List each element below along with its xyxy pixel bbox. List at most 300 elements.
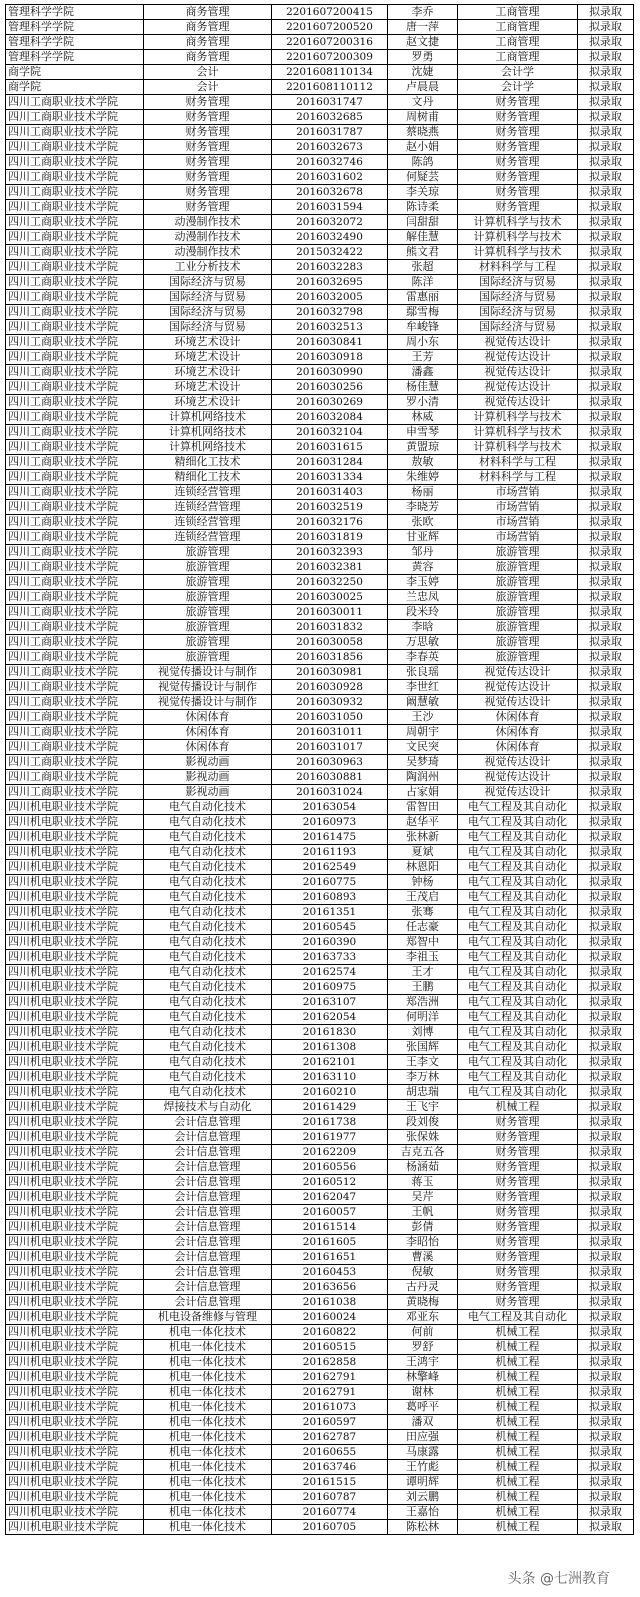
student-id-cell: 2016031024 (272, 785, 388, 800)
school-cell: 四川机电职业技术学院 (6, 875, 144, 890)
target-major-cell: 电气工程及其自动化 (458, 1010, 578, 1025)
school-cell: 商学院 (6, 65, 144, 80)
table-row (6, 920, 634, 935)
table-row (6, 1415, 634, 1430)
student-id-cell: 20161073 (272, 1400, 388, 1415)
student-id-cell: 2016032176 (272, 515, 388, 530)
school-cell: 四川工商职业技术学院 (6, 440, 144, 455)
source-major-cell: 电气自动化技术 (144, 845, 272, 860)
table-row (6, 1220, 634, 1235)
target-major-cell: 财务管理 (458, 185, 578, 200)
school-cell: 四川机电职业技术学院 (6, 1160, 144, 1175)
name-cell: 王李文 (388, 1055, 458, 1070)
table-row (6, 1130, 634, 1145)
target-major-cell: 休闲体育 (458, 740, 578, 755)
name-cell: 何前 (388, 1325, 458, 1340)
source-major-cell: 旅游管理 (144, 650, 272, 665)
target-major-cell: 电气工程及其自动化 (458, 920, 578, 935)
status-cell: 拟录取 (578, 1295, 634, 1310)
source-major-cell: 机电一体化技术 (144, 1355, 272, 1370)
school-cell: 四川工商职业技术学院 (6, 320, 144, 335)
name-cell: 罗舒 (388, 1340, 458, 1355)
source-major-cell: 视觉传播设计与制作 (144, 665, 272, 680)
name-cell: 黄晓梅 (388, 1295, 458, 1310)
name-cell: 李春英 (388, 650, 458, 665)
school-cell: 四川工商职业技术学院 (6, 185, 144, 200)
name-cell: 朱维婷 (388, 470, 458, 485)
status-cell: 拟录取 (578, 485, 634, 500)
student-id-cell: 20161977 (272, 1130, 388, 1145)
name-cell: 占家娟 (388, 785, 458, 800)
table-row (6, 1385, 634, 1400)
student-id-cell: 20161738 (272, 1115, 388, 1130)
table-row (6, 1235, 634, 1250)
school-cell: 四川工商职业技术学院 (6, 335, 144, 350)
school-cell: 四川机电职业技术学院 (6, 860, 144, 875)
table-row (6, 665, 634, 680)
student-id-cell: 2016032084 (272, 410, 388, 425)
status-cell: 拟录取 (578, 1445, 634, 1460)
source-major-cell: 电气自动化技术 (144, 905, 272, 920)
source-major-cell: 电气自动化技术 (144, 950, 272, 965)
school-cell: 四川机电职业技术学院 (6, 905, 144, 920)
status-cell: 拟录取 (578, 995, 634, 1010)
name-cell: 李晓芳 (388, 500, 458, 515)
source-major-cell: 电气自动化技术 (144, 995, 272, 1010)
school-cell: 管理科学学院 (6, 20, 144, 35)
target-major-cell: 机械工程 (458, 1340, 578, 1355)
source-major-cell: 机电一体化技术 (144, 1460, 272, 1475)
name-cell: 沈婕 (388, 65, 458, 80)
student-id-cell: 2016031819 (272, 530, 388, 545)
student-id-cell: 2016031787 (272, 125, 388, 140)
table-row (6, 5, 634, 20)
student-id-cell: 20161038 (272, 1295, 388, 1310)
student-id-cell: 20161830 (272, 1025, 388, 1040)
student-id-cell: 2016032519 (272, 500, 388, 515)
source-major-cell: 环境艺术设计 (144, 335, 272, 350)
target-major-cell: 旅游管理 (458, 575, 578, 590)
status-cell: 拟录取 (578, 275, 634, 290)
name-cell: 郑浩洲 (388, 995, 458, 1010)
target-major-cell: 财务管理 (458, 1295, 578, 1310)
student-id-cell: 2016032695 (272, 275, 388, 290)
table-row (6, 1145, 634, 1160)
target-major-cell: 机械工程 (458, 1415, 578, 1430)
source-major-cell: 休闲体育 (144, 725, 272, 740)
table-row (6, 1070, 634, 1085)
school-cell: 四川机电职业技术学院 (6, 1010, 144, 1025)
table-row (6, 1010, 634, 1025)
target-major-cell: 视觉传达设计 (458, 365, 578, 380)
source-major-cell: 会计信息管理 (144, 1220, 272, 1235)
student-id-cell: 20160893 (272, 890, 388, 905)
source-major-cell: 视觉传播设计与制作 (144, 695, 272, 710)
school-cell: 四川机电职业技术学院 (6, 815, 144, 830)
status-cell: 拟录取 (578, 1490, 634, 1505)
source-major-cell: 动漫制作技术 (144, 215, 272, 230)
student-id-cell: 20161308 (272, 1040, 388, 1055)
source-major-cell: 商务管理 (144, 20, 272, 35)
student-id-cell: 2016032393 (272, 545, 388, 560)
table-row (6, 1400, 634, 1415)
status-cell: 拟录取 (578, 410, 634, 425)
source-major-cell: 商务管理 (144, 35, 272, 50)
status-cell: 拟录取 (578, 620, 634, 635)
target-major-cell: 国际经济与贸易 (458, 290, 578, 305)
student-id-cell: 2016032673 (272, 140, 388, 155)
name-cell: 田应强 (388, 1430, 458, 1445)
target-major-cell: 电气工程及其自动化 (458, 1085, 578, 1100)
student-id-cell: 20161351 (272, 905, 388, 920)
school-cell: 四川工商职业技术学院 (6, 125, 144, 140)
name-cell: 王才 (388, 965, 458, 980)
target-major-cell: 计算机科学与技术 (458, 215, 578, 230)
status-cell: 拟录取 (578, 1325, 634, 1340)
school-cell: 四川工商职业技术学院 (6, 545, 144, 560)
school-cell: 四川机电职业技术学院 (6, 965, 144, 980)
status-cell: 拟录取 (578, 650, 634, 665)
school-cell: 四川机电职业技术学院 (6, 1175, 144, 1190)
name-cell: 谭明辉 (388, 1475, 458, 1490)
name-cell: 彭倩 (388, 1220, 458, 1235)
table-row (6, 215, 634, 230)
source-major-cell: 电气自动化技术 (144, 890, 272, 905)
table-row (6, 815, 634, 830)
status-cell: 拟录取 (578, 365, 634, 380)
school-cell: 四川机电职业技术学院 (6, 1325, 144, 1340)
table-row (6, 425, 634, 440)
name-cell: 罗小清 (388, 395, 458, 410)
school-cell: 四川工商职业技术学院 (6, 605, 144, 620)
target-major-cell: 国际经济与贸易 (458, 275, 578, 290)
name-cell: 李世红 (388, 680, 458, 695)
table-row (6, 1040, 634, 1055)
school-cell: 四川机电职业技术学院 (6, 1280, 144, 1295)
student-id-cell: 20161605 (272, 1235, 388, 1250)
target-major-cell: 电气工程及其自动化 (458, 995, 578, 1010)
school-cell: 四川工商职业技术学院 (6, 455, 144, 470)
status-cell: 拟录取 (578, 1310, 634, 1325)
student-id-cell: 2016031832 (272, 620, 388, 635)
status-cell: 拟录取 (578, 785, 634, 800)
name-cell: 解佳慧 (388, 230, 458, 245)
status-cell: 拟录取 (578, 1460, 634, 1475)
status-cell: 拟录取 (578, 155, 634, 170)
student-id-cell: 20161515 (272, 1475, 388, 1490)
student-id-cell: 2016030841 (272, 335, 388, 350)
table-row (6, 380, 634, 395)
target-major-cell: 视觉传达设计 (458, 785, 578, 800)
school-cell: 四川工商职业技术学院 (6, 95, 144, 110)
school-cell: 四川机电职业技术学院 (6, 1370, 144, 1385)
status-cell: 拟录取 (578, 815, 634, 830)
status-cell: 拟录取 (578, 575, 634, 590)
name-cell: 卢晨晨 (388, 80, 458, 95)
school-cell: 四川机电职业技术学院 (6, 1085, 144, 1100)
status-cell: 拟录取 (578, 680, 634, 695)
source-major-cell: 电气自动化技术 (144, 830, 272, 845)
student-id-cell: 2016032798 (272, 305, 388, 320)
target-major-cell: 计算机科学与技术 (458, 230, 578, 245)
table-row (6, 1370, 634, 1385)
name-cell: 张欧 (388, 515, 458, 530)
table-row (6, 395, 634, 410)
name-cell: 何疑芸 (388, 170, 458, 185)
school-cell: 四川工商职业技术学院 (6, 170, 144, 185)
name-cell: 陈洋 (388, 275, 458, 290)
status-cell: 拟录取 (578, 1415, 634, 1430)
school-cell: 四川机电职业技术学院 (6, 800, 144, 815)
school-cell: 管理科学学院 (6, 35, 144, 50)
target-major-cell: 财务管理 (458, 170, 578, 185)
status-cell: 拟录取 (578, 695, 634, 710)
student-id-cell: 2016031615 (272, 440, 388, 455)
table-row (6, 1055, 634, 1070)
student-id-cell: 2016031594 (272, 200, 388, 215)
school-cell: 四川机电职业技术学院 (6, 1355, 144, 1370)
status-cell: 拟录取 (578, 1520, 634, 1535)
source-major-cell: 电气自动化技术 (144, 815, 272, 830)
name-cell: 古丹灵 (388, 1280, 458, 1295)
table-row (6, 485, 634, 500)
source-major-cell: 连锁经营管理 (144, 515, 272, 530)
student-id-cell: 20160057 (272, 1205, 388, 1220)
source-major-cell: 电气自动化技术 (144, 920, 272, 935)
status-cell: 拟录取 (578, 305, 634, 320)
name-cell: 杨涵茹 (388, 1160, 458, 1175)
status-cell: 拟录取 (578, 950, 634, 965)
name-cell: 夏斌 (388, 845, 458, 860)
status-cell: 拟录取 (578, 755, 634, 770)
status-cell: 拟录取 (578, 590, 634, 605)
school-cell: 四川工商职业技术学院 (6, 395, 144, 410)
source-major-cell: 机电一体化技术 (144, 1490, 272, 1505)
target-major-cell: 计算机科学与技术 (458, 440, 578, 455)
name-cell: 吴梦琦 (388, 755, 458, 770)
target-major-cell: 计算机科学与技术 (458, 425, 578, 440)
table-row (6, 1175, 634, 1190)
status-cell: 拟录取 (578, 980, 634, 995)
school-cell: 商学院 (6, 80, 144, 95)
school-cell: 四川机电职业技术学院 (6, 920, 144, 935)
student-id-cell: 20161429 (272, 1100, 388, 1115)
table-row (6, 620, 634, 635)
table-row (6, 890, 634, 905)
source-major-cell: 会计信息管理 (144, 1115, 272, 1130)
status-cell: 拟录取 (578, 1100, 634, 1115)
table-row (6, 305, 634, 320)
target-major-cell: 材料科学与工程 (458, 260, 578, 275)
student-id-cell: 2016032490 (272, 230, 388, 245)
table-row (6, 830, 634, 845)
target-major-cell: 电气工程及其自动化 (458, 1055, 578, 1070)
name-cell: 赵文捷 (388, 35, 458, 50)
student-id-cell: 2016030058 (272, 635, 388, 650)
source-major-cell: 连锁经营管理 (144, 485, 272, 500)
source-major-cell: 电气自动化技术 (144, 1025, 272, 1040)
table-row (6, 320, 634, 335)
target-major-cell: 电气工程及其自动化 (458, 815, 578, 830)
table-row (6, 905, 634, 920)
target-major-cell: 机械工程 (458, 1385, 578, 1400)
status-cell: 拟录取 (578, 350, 634, 365)
target-major-cell: 机械工程 (458, 1370, 578, 1385)
name-cell: 牟峻锋 (388, 320, 458, 335)
school-cell: 四川工商职业技术学院 (6, 755, 144, 770)
student-id-cell: 2016031602 (272, 170, 388, 185)
table-row (6, 710, 634, 725)
status-cell: 拟录取 (578, 1235, 634, 1250)
name-cell: 周朝宇 (388, 725, 458, 740)
name-cell: 李晗 (388, 620, 458, 635)
source-major-cell: 会计信息管理 (144, 1190, 272, 1205)
table-row (6, 140, 634, 155)
target-major-cell: 财务管理 (458, 1220, 578, 1235)
status-cell: 拟录取 (578, 380, 634, 395)
source-major-cell: 财务管理 (144, 125, 272, 140)
status-cell: 拟录取 (578, 1040, 634, 1055)
student-id-cell: 20163110 (272, 1070, 388, 1085)
table-row (6, 170, 634, 185)
source-major-cell: 影视动画 (144, 770, 272, 785)
name-cell: 谢林 (388, 1385, 458, 1400)
status-cell: 拟录取 (578, 170, 634, 185)
student-id-cell: 2016031403 (272, 485, 388, 500)
status-cell: 拟录取 (578, 1220, 634, 1235)
source-major-cell: 旅游管理 (144, 605, 272, 620)
name-cell: 王鹏 (388, 980, 458, 995)
student-id-cell: 20160597 (272, 1415, 388, 1430)
school-cell: 四川机电职业技术学院 (6, 1025, 144, 1040)
student-id-cell: 2016031284 (272, 455, 388, 470)
status-cell: 拟录取 (578, 200, 634, 215)
student-id-cell: 20162549 (272, 860, 388, 875)
school-cell: 四川工商职业技术学院 (6, 695, 144, 710)
source-major-cell: 会计信息管理 (144, 1160, 272, 1175)
target-major-cell: 视觉传达设计 (458, 680, 578, 695)
school-cell: 四川工商职业技术学院 (6, 620, 144, 635)
target-major-cell: 电气工程及其自动化 (458, 935, 578, 950)
status-cell: 拟录取 (578, 770, 634, 785)
student-id-cell: 20162047 (272, 1190, 388, 1205)
target-major-cell: 机械工程 (458, 1355, 578, 1370)
source-major-cell: 会计 (144, 65, 272, 80)
name-cell: 文民突 (388, 740, 458, 755)
target-major-cell: 财务管理 (458, 110, 578, 125)
name-cell: 陈诗柔 (388, 200, 458, 215)
student-id-cell: 20163107 (272, 995, 388, 1010)
status-cell: 拟录取 (578, 965, 634, 980)
target-major-cell: 机械工程 (458, 1445, 578, 1460)
status-cell: 拟录取 (578, 500, 634, 515)
status-cell: 拟录取 (578, 230, 634, 245)
status-cell: 拟录取 (578, 1085, 634, 1100)
table-row (6, 410, 634, 425)
source-major-cell: 机电设备维修与管理 (144, 1310, 272, 1325)
source-major-cell: 国际经济与贸易 (144, 320, 272, 335)
student-id-cell: 20161514 (272, 1220, 388, 1235)
student-id-cell: 2201607200520 (272, 20, 388, 35)
admission-list-body (6, 5, 634, 1535)
name-cell: 李昭怡 (388, 1235, 458, 1250)
student-id-cell: 20161651 (272, 1250, 388, 1265)
student-id-cell: 20160655 (272, 1445, 388, 1460)
source-major-cell: 电气自动化技术 (144, 860, 272, 875)
name-cell: 段刘俊 (388, 1115, 458, 1130)
table-row (6, 1520, 634, 1535)
target-major-cell: 电气工程及其自动化 (458, 830, 578, 845)
name-cell: 马康露 (388, 1445, 458, 1460)
name-cell: 杨丽 (388, 485, 458, 500)
source-major-cell: 旅游管理 (144, 635, 272, 650)
name-cell: 潘双 (388, 1415, 458, 1430)
source-major-cell: 休闲体育 (144, 710, 272, 725)
name-cell: 李乔 (388, 5, 458, 20)
target-major-cell: 视觉传达设计 (458, 335, 578, 350)
target-major-cell: 计算机科学与技术 (458, 410, 578, 425)
school-cell: 四川机电职业技术学院 (6, 1505, 144, 1520)
name-cell: 赵华平 (388, 815, 458, 830)
name-cell: 王飞宇 (388, 1100, 458, 1115)
student-id-cell: 2016032513 (272, 320, 388, 335)
name-cell: 甘亚辉 (388, 530, 458, 545)
student-id-cell: 2016030928 (272, 680, 388, 695)
source-major-cell: 会计信息管理 (144, 1280, 272, 1295)
table-row (6, 1025, 634, 1040)
target-major-cell: 国际经济与贸易 (458, 305, 578, 320)
school-cell: 四川工商职业技术学院 (6, 770, 144, 785)
table-row (6, 950, 634, 965)
table-row (6, 200, 634, 215)
school-cell: 四川机电职业技术学院 (6, 1460, 144, 1475)
name-cell: 罗勇 (388, 50, 458, 65)
source-major-cell: 影视动画 (144, 785, 272, 800)
school-cell: 四川机电职业技术学院 (6, 995, 144, 1010)
school-cell: 四川工商职业技术学院 (6, 350, 144, 365)
table-row (6, 755, 634, 770)
student-id-cell: 2201607200415 (272, 5, 388, 20)
admission-list-table (5, 4, 634, 1535)
source-major-cell: 视觉传播设计与制作 (144, 680, 272, 695)
status-cell: 拟录取 (578, 1115, 634, 1130)
source-major-cell: 精细化工技术 (144, 455, 272, 470)
school-cell: 四川机电职业技术学院 (6, 1235, 144, 1250)
source-major-cell: 财务管理 (144, 170, 272, 185)
table-row (6, 335, 634, 350)
student-id-cell: 20160390 (272, 935, 388, 950)
table-row (6, 1490, 634, 1505)
source-major-cell: 机电一体化技术 (144, 1325, 272, 1340)
target-major-cell: 材料科学与工程 (458, 470, 578, 485)
school-cell: 四川工商职业技术学院 (6, 410, 144, 425)
status-cell: 拟录取 (578, 1475, 634, 1490)
target-major-cell: 工商管理 (458, 50, 578, 65)
name-cell: 王鸿宇 (388, 1355, 458, 1370)
status-cell: 拟录取 (578, 1175, 634, 1190)
target-major-cell: 财务管理 (458, 1235, 578, 1250)
target-major-cell: 会计学 (458, 65, 578, 80)
target-major-cell: 旅游管理 (458, 545, 578, 560)
student-id-cell: 2016031017 (272, 740, 388, 755)
source-major-cell: 会计信息管理 (144, 1295, 272, 1310)
target-major-cell: 工商管理 (458, 20, 578, 35)
target-major-cell: 机械工程 (458, 1460, 578, 1475)
source-major-cell: 机电一体化技术 (144, 1475, 272, 1490)
name-cell: 鄢雪梅 (388, 305, 458, 320)
table-row (6, 245, 634, 260)
student-id-cell: 2016030256 (272, 380, 388, 395)
